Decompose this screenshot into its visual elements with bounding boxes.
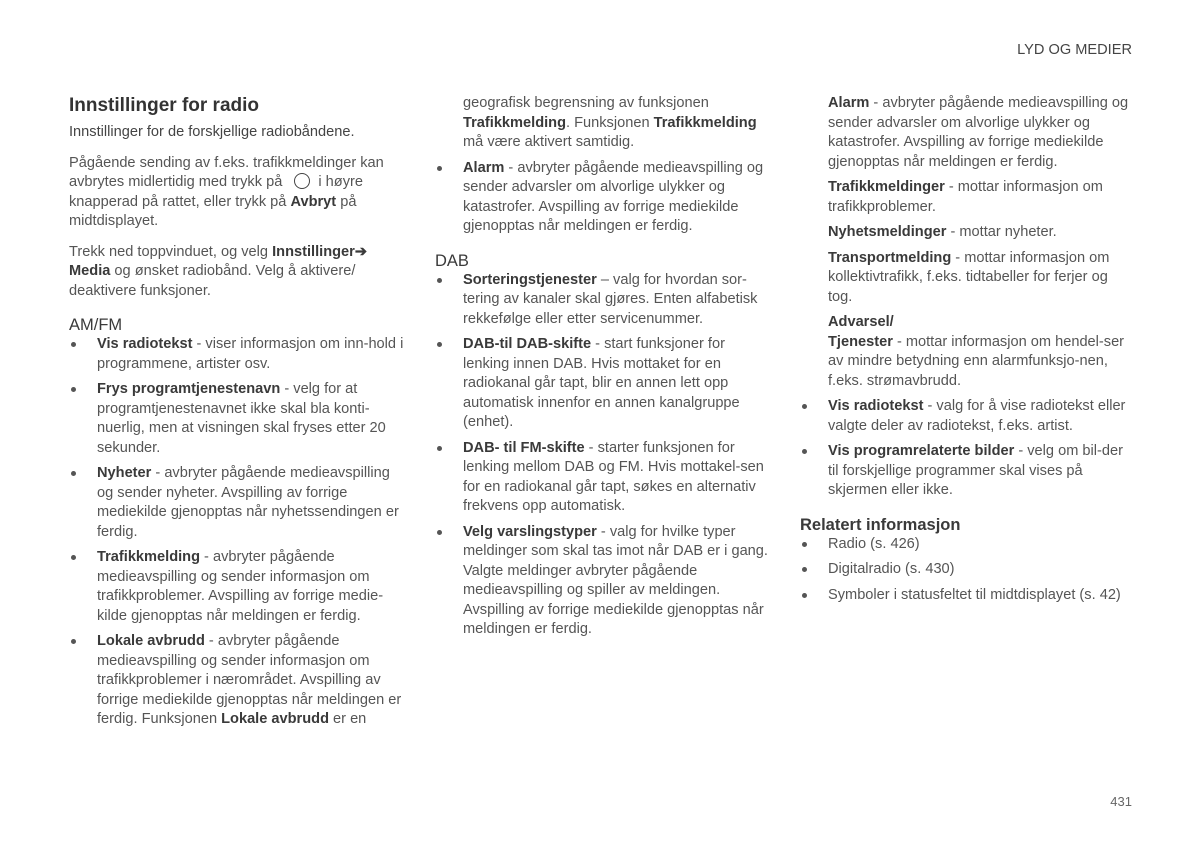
page-number: 431 [1110, 794, 1132, 809]
list-item [69, 632, 404, 730]
list-item [435, 335, 770, 433]
dab-heading: DAB [435, 251, 469, 270]
item-text: - mottar informasjon om kollektivtrafikk, f.eks. tidtabeller for ferjer og tog. [828, 249, 1110, 305]
notification-type [800, 223, 1135, 243]
dab-list [435, 271, 770, 640]
item-term: Alarm [463, 159, 505, 176]
intro-text: Innstillinger for de forskjellige radiobåndene. [69, 124, 355, 140]
item-text: må være aktivert samtidig. [463, 134, 635, 150]
notification-type [800, 313, 1135, 391]
item-text: – valg for hvordan sor-tering av kanaler skal gjøres. Enten alfabetisk rekkefølge eller etter servicenummer. [463, 271, 758, 327]
item-term: DAB-til DAB-skifte [463, 336, 592, 352]
lokale-continuation [435, 94, 770, 153]
item-term: Frys programtjenestenavn [97, 381, 281, 397]
item-term: Vis programrelaterte bilder [828, 443, 1015, 459]
item-text: - avbryter pågående medieavspilling og sender nyheter. Avspilling av forrige mediekilde gjenopptas når nyhetssendingen er ferdig. [97, 465, 399, 540]
item-term: Trafikkmeldinger [828, 179, 945, 195]
amfm-list [69, 335, 404, 730]
item-term: Nyhetsmeldinger [828, 224, 947, 240]
item-term: Advarsel/ [828, 314, 894, 330]
item-text: - viser informasjon om inn-hold i programmene, artister osv. [97, 336, 404, 372]
item-text: - mottar informasjon om hendel-ser av mindre betydning enn alarmfunksjo-nen, f.eks. strømavbrudd. [828, 333, 1125, 389]
item-term: Velg varslingstyper [463, 523, 597, 540]
item-term: Transportmelding [828, 249, 952, 266]
item-text: geografisk begrensning av funksjonen [463, 95, 709, 111]
related-link[interactable]: Radio (s. 426) [800, 535, 1135, 555]
item-text: - valg for å vise radiotekst eller valgte deler av radiotekst, f.eks. artist. [828, 398, 1126, 434]
item-text: - velg om bil-der til forskjellige programmer skal vises på skjermen eller ikke. [828, 443, 1123, 498]
notification-type [800, 94, 1135, 172]
list-item [69, 380, 404, 458]
item-text: - velg for at programtjenestenavnet ikke skal bla konti-nuerlig, men at visningen skal fryses etter 20 sekunder. [97, 381, 386, 456]
list-item [69, 548, 404, 626]
item-text: - mottar informasjon om trafikkproblemer. [828, 179, 1103, 215]
item-term: Lokale avbrudd [97, 633, 205, 649]
list-item [800, 397, 1135, 436]
item-term: Trafikkmelding [653, 114, 757, 131]
item-text: - avbryter pågående medieavspilling og sender advarsler om alvorlige ulykker og katastrofer. Avspilling av forrige mediekilde gjenopptas når meldingen er ferdig. [828, 95, 1129, 170]
item-term: Trafikkmelding [463, 114, 566, 131]
item-text: - valg for hvilke typer meldinger som skal tas imot når DAB er i gang. Valgte meldinger avbryter pågående medieavspilling og spiller av meldingen. Avspilling av forrige mediekilde gjenopptas når meldingen er ferdig. [463, 523, 768, 637]
item-text: - avbryter pågående medieavspilling og sender informasjon om trafikkproblemer i nærområdet. Avspilling av forrige mediekilde gjenopptas når meldingen er ferdig. Funksjonen [97, 633, 402, 727]
item-term: Vis radiotekst [828, 398, 924, 414]
list-item [69, 335, 404, 374]
list-item [800, 442, 1135, 501]
column-3 [800, 95, 1135, 611]
item-term: Trafikkmelding [97, 549, 200, 565]
arrow-icon: ➔ [354, 243, 368, 260]
list-item [435, 159, 770, 237]
settings-label: Innstillinger [272, 243, 355, 260]
list-item [435, 523, 770, 640]
list-item [435, 271, 770, 330]
amfm-heading: AM/FM [69, 316, 123, 334]
related-link[interactable]: Symboler i statusfeltet til midtdisplayet (s. 42) [800, 586, 1135, 606]
amfm-list-continued [435, 159, 770, 237]
item-text: - start funksjoner for lenking innen DAB. Hvis mottaket for en radiokanal går tapt, blir en annen lett opp automatisk innenfor en annen kanalgruppe (enhet). [463, 336, 740, 430]
paragraph-text: Trekk ned toppvinduet, og velg [69, 243, 269, 260]
column-2 [435, 95, 770, 646]
item-term: Alarm [828, 95, 870, 111]
item-text: - avbryter pågående medieavspilling og sender advarsler om alvorlige ulykker og katastrofer. Avspilling av forrige mediekilde gjenopptas når meldingen er ferdig. [463, 159, 764, 234]
list-item [435, 439, 770, 517]
item-text: - starter funksjonen for lenking mellom DAB og FM. Hvis mottakel-sen for en radiokanal går tapt, søkes en alternativ frekvens opp automatisk. [463, 439, 764, 514]
item-term: Sorteringstjenester [463, 271, 597, 288]
page-title: Innstillinger for radio [69, 95, 260, 116]
paragraph-settings [69, 243, 404, 302]
item-term: Tjenester [828, 333, 893, 350]
paragraph-text: Pågående sending av f.eks. trafikkmeldinger kan avbrytes midlertidig med trykk på [69, 154, 384, 190]
item-text: er en [328, 711, 367, 727]
avbryt-label: Avbryt [290, 193, 337, 210]
item-term: Nyheter [97, 465, 152, 481]
item-term: DAB- til FM-skifte [463, 439, 585, 456]
notification-type [800, 178, 1135, 217]
paragraph-text: på midtdisplayet. [69, 193, 357, 229]
item-term: Lokale avbrudd [221, 711, 329, 727]
item-text: . Funksjonen [566, 114, 654, 131]
column-1 [69, 95, 404, 736]
steering-wheel-button-icon [294, 173, 310, 189]
item-term: Vis radiotekst [97, 336, 193, 352]
notification-type [800, 249, 1135, 308]
paragraph-interrupt [69, 154, 404, 232]
related-links [800, 535, 1135, 606]
related-link[interactable]: Digitalradio (s. 430) [800, 560, 1135, 580]
item-text: - avbryter pågående medieavspilling og sender informasjon om trafikkproblemer. Avspilling av forrige medie-kilde gjenopptas når meldingen er ferdig. [97, 549, 384, 624]
section-header: LYD OG MEDIER [1017, 42, 1132, 58]
media-label: Media [69, 263, 111, 279]
paragraph-text: og ønsket radiobånd. Velg å aktivere/ deaktivere funksjoner. [69, 263, 356, 299]
related-heading: Relatert informasjon [800, 515, 961, 534]
list-item [69, 464, 404, 542]
item-text: - mottar nyheter. [946, 224, 1057, 240]
dab-list-continued [800, 397, 1135, 501]
paragraph-text: i høyre knapperad på rattet, eller trykk på [69, 174, 363, 210]
